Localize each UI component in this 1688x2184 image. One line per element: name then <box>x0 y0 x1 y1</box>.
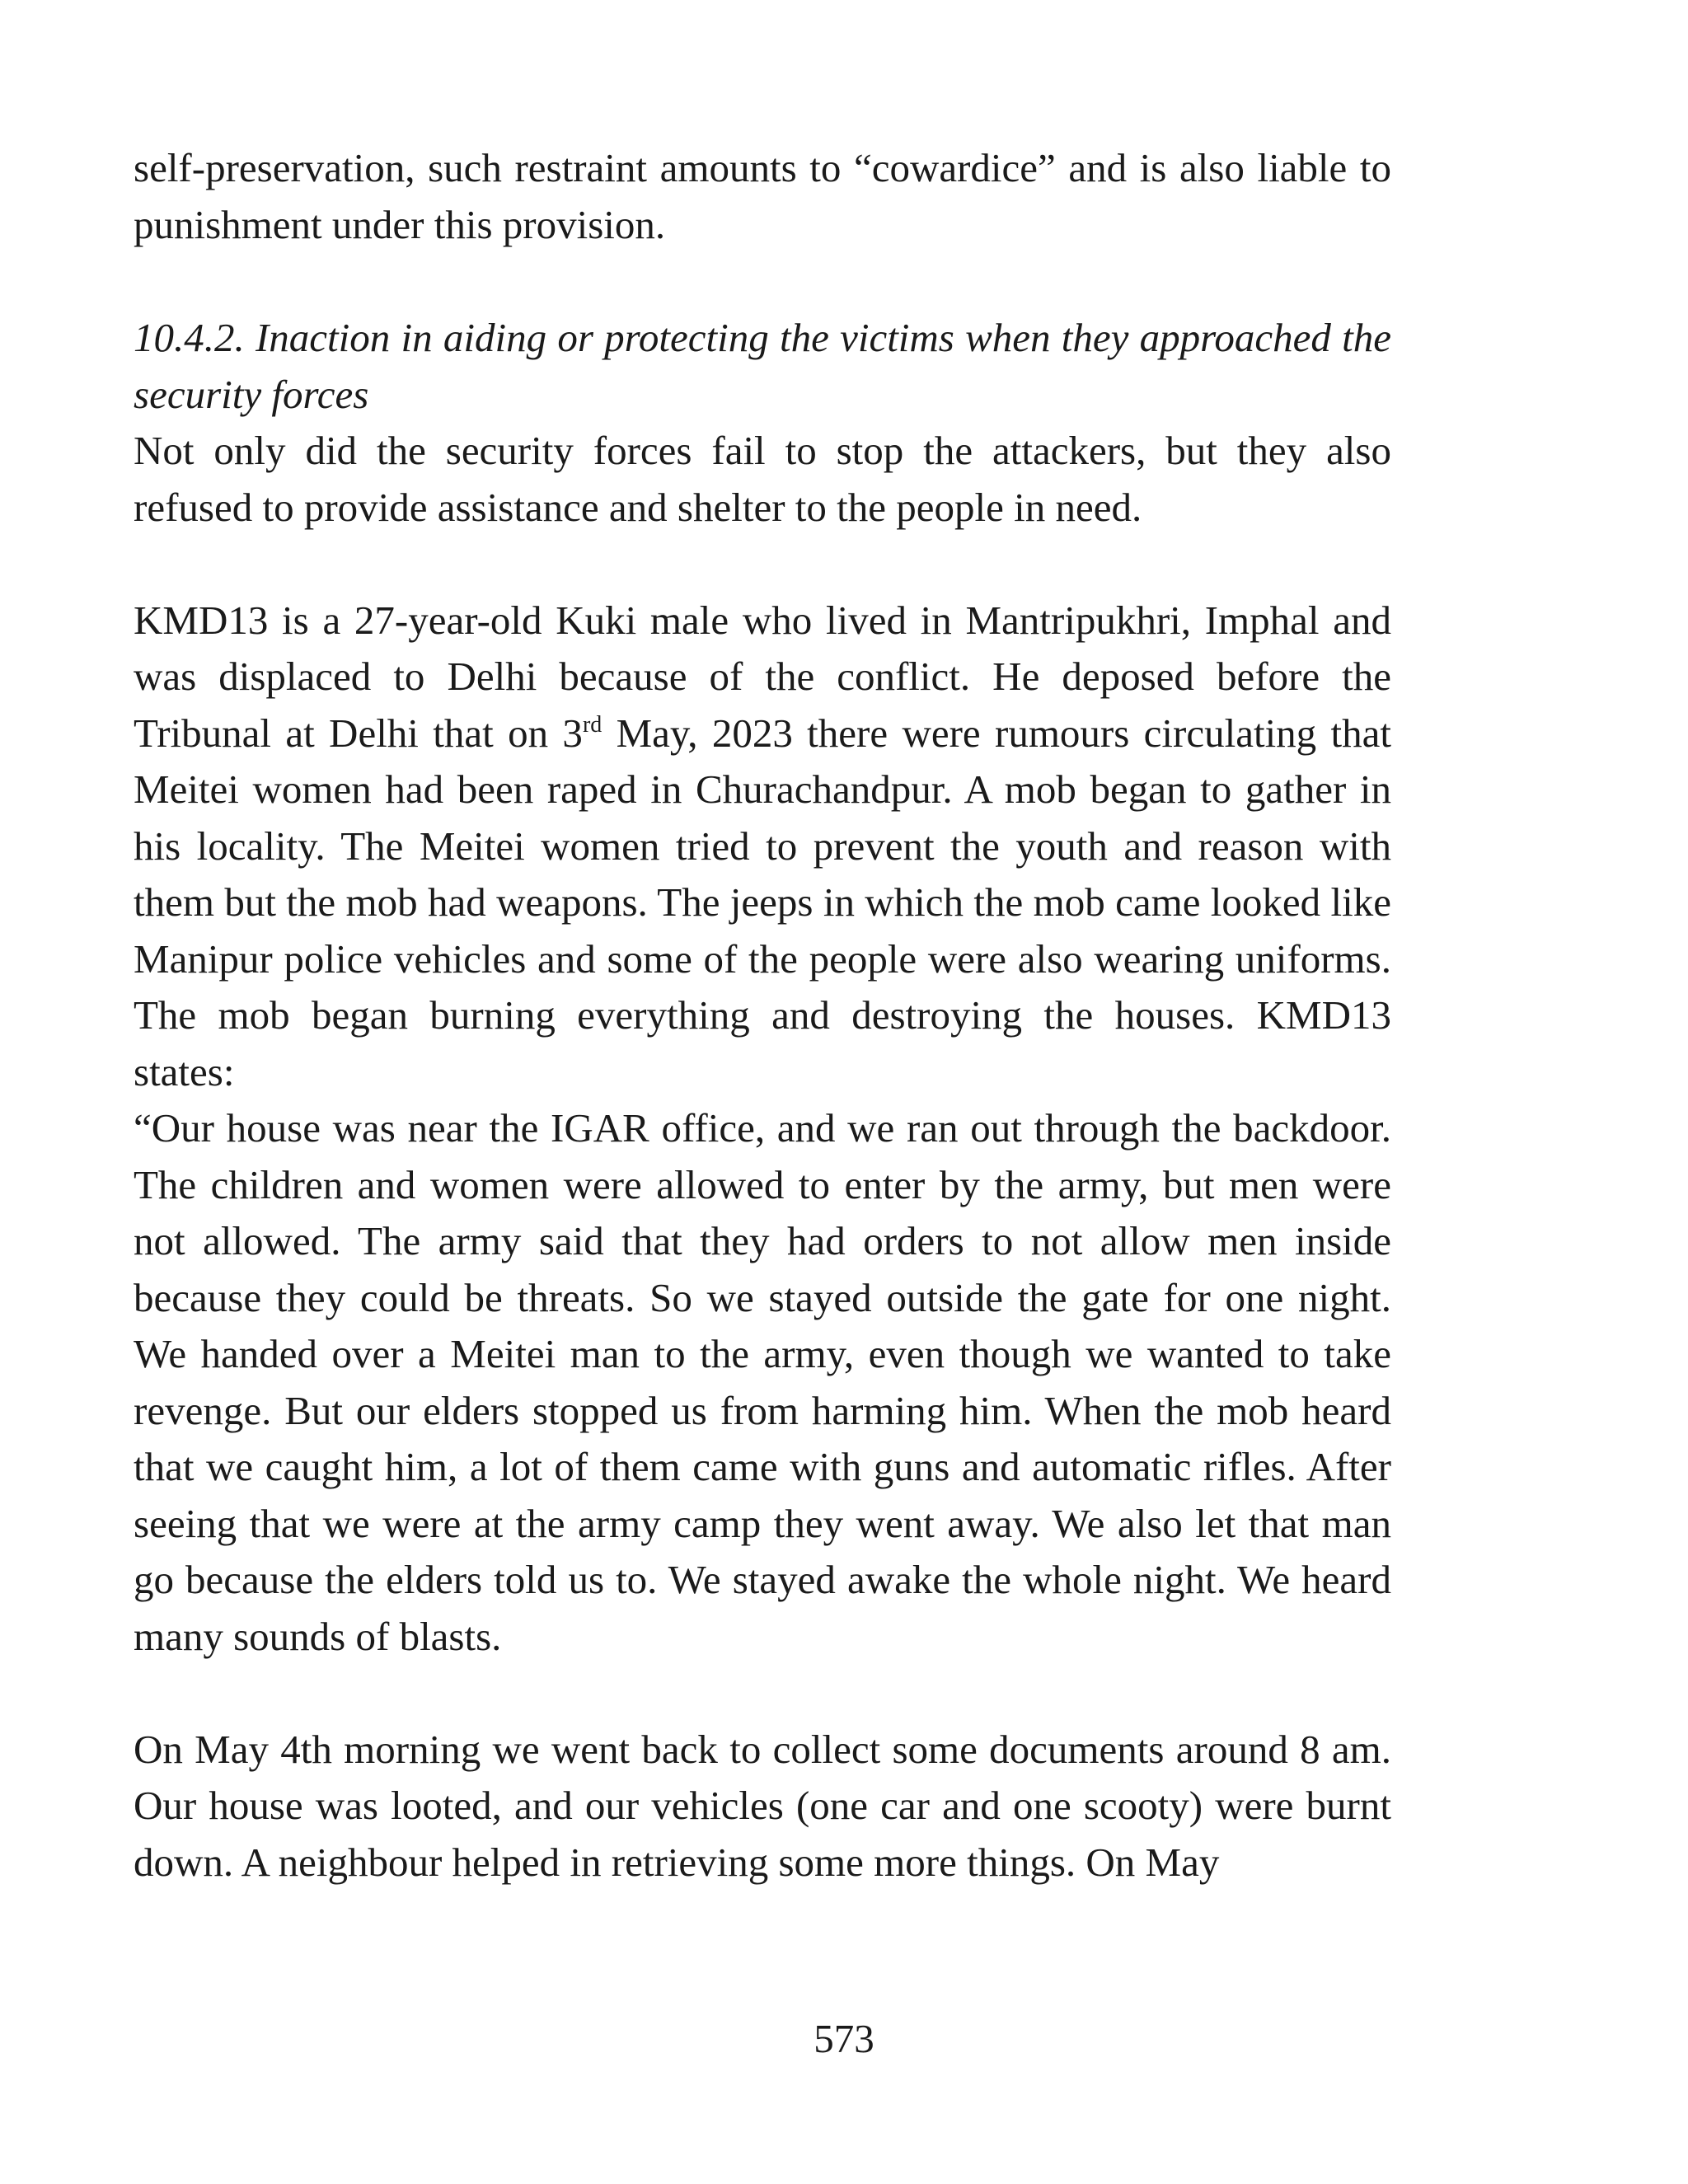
page-number: 573 <box>814 2016 874 2061</box>
paragraph-kmd13-testimony <box>134 593 1391 1101</box>
testimony-text-start: KMD13 is a 27-year-old Kuki male who lived in Mantripukhri, Imphal and was displaced to Delhi because of the conflict. He deposed before the Tribunal at Delhi that on 3 <box>134 597 1391 756</box>
page-body <box>134 140 1391 1891</box>
testimony-text-end: May, 2023 there were rumours circulating that Meitei women had been raped in Churachandpur. A mob began to gather in his locality. The Meitei women tried to prevent the youth and reason with them but the mob had weapons. The jeeps in which the mob came looked like Manipur police vehicles and some of the people were also wearing uniforms. The mob began burning everything and destroying the houses. KMD13 states: <box>134 710 1392 1094</box>
paragraph-may-4: On May 4th morning we went back to collect some documents around 8 am. Our house was looted, and our vehicles (one car and one scooty) were burnt down. A neighbour helped in retrieving some more things. On May <box>134 1726 1391 1885</box>
paragraph-security-forces: Not only did the security forces fail to stop the attackers, but they also refused to provide assistance and shelter to the people in need. <box>134 428 1391 530</box>
paragraph-quote: “Our house was near the IGAR office, and we ran out through the backdoor. The children and women were allowed to enter by the army, but men were not allowed. The army said that they had orders to not allow men inside because they could be threats. So we stayed outside the gate for one night. We handed over a Meitei man to the army, even though we wanted to take revenge. But our elders stopped us from harming him. When the mob heard that we caught him, a lot of them came with guns and automatic rifles. After seeing that we were at the army camp they went away. We also let that man go because the elders told us to. We stayed awake the whole night. We heard many sounds of blasts. <box>134 1105 1391 1659</box>
paragraph-continuation: self-preservation, such restraint amounts to “cowardice” and is also liable to punishment under this provision. <box>134 145 1391 247</box>
section-heading-10-4-2: 10.4.2. Inaction in aiding or protecting the victims when they approached the security forces <box>134 315 1391 417</box>
ordinal-superscript: rd <box>582 711 603 738</box>
